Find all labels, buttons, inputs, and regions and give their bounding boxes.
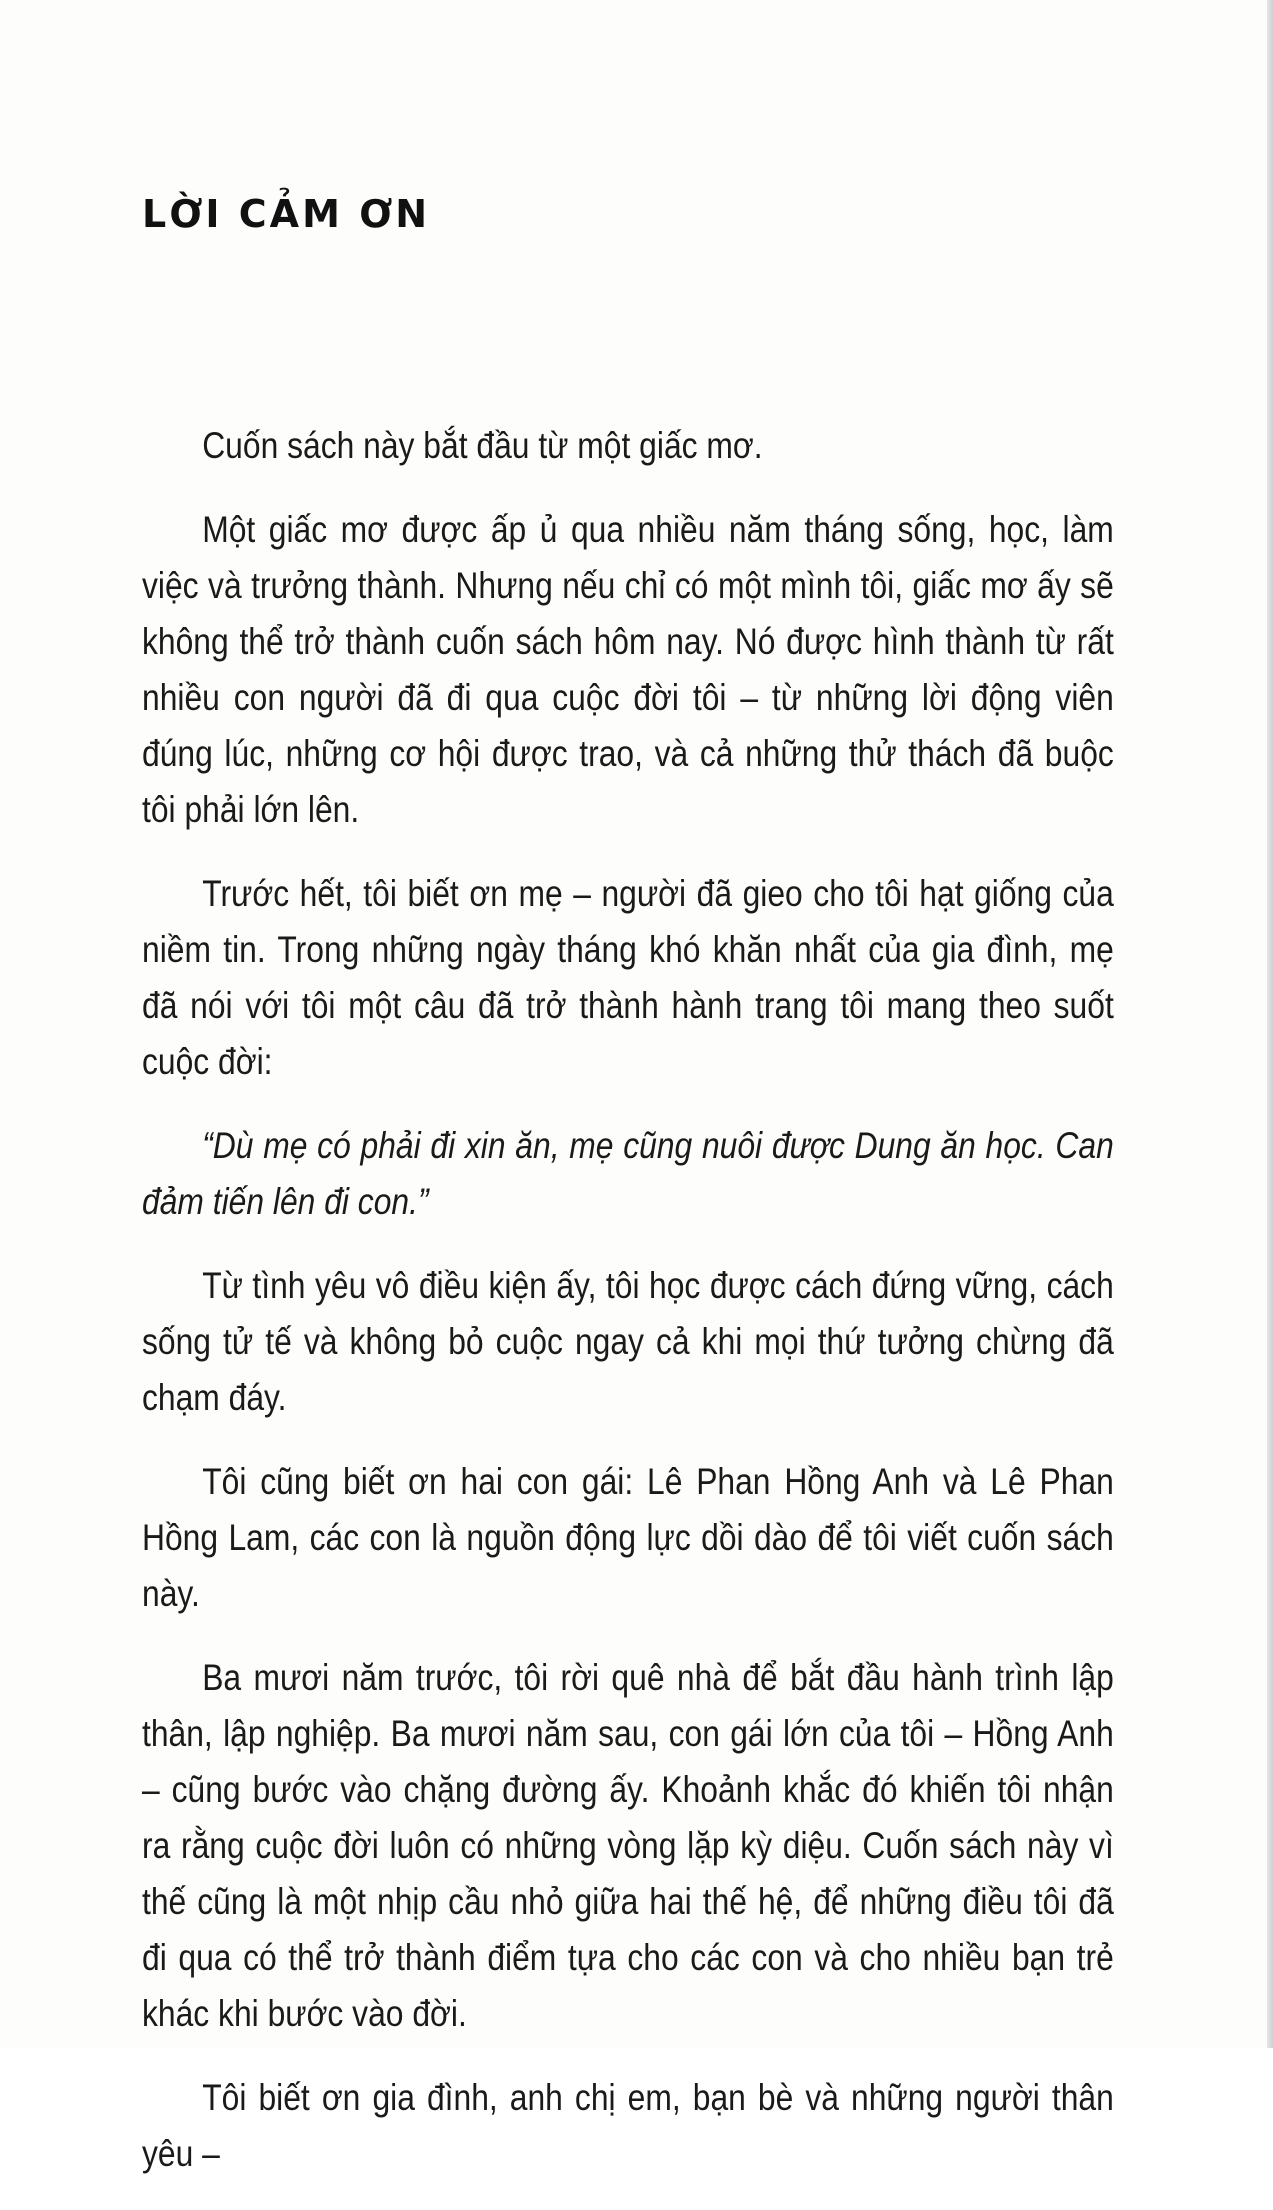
body-text [142, 418, 1114, 2210]
quote-paragraph: “Dù mẹ có phải đi xin ăn, mẹ cũng nuôi được Dung ăn học. Can đảm tiến lên đi con.” [142, 1125, 1114, 1222]
paragraph: Tôi cũng biết ơn hai con gái: Lê Phan Hồng Anh và Lê Phan Hồng Lam, các con là nguồn động lực dồi dào để tôi viết cuốn sách này. [142, 1461, 1114, 1614]
paragraph: Tôi biết ơn gia đình, anh chị em, bạn bè và những người thân yêu – [142, 2077, 1114, 2174]
paragraph: Một giấc mơ được ấp ủ qua nhiều năm tháng sống, học, làm việc và trưởng thành. Nhưng nếu chỉ có một mình tôi, giấc mơ ấy sẽ không thể trở thành cuốn sách hôm nay. Nó được hình thành từ rất nhiều con người đã đi qua cuộc đời tôi – từ những lời động viên đúng lúc, những cơ hội được trao, và cả những thử thách đã buộc tôi phải lớn lên. [142, 509, 1114, 830]
page-edge [1267, 0, 1273, 2048]
chapter-heading: LỜI CẢM ƠN [142, 192, 431, 236]
paragraph: Từ tình yêu vô điều kiện ấy, tôi học được cách đứng vững, cách sống tử tế và không bỏ cuộc ngay cả khi mọi thứ tưởng chừng đã chạm đáy. [142, 1265, 1114, 1418]
paragraph: Cuốn sách này bắt đầu từ một giấc mơ. [202, 425, 763, 466]
paragraph: Ba mươi năm trước, tôi rời quê nhà để bắt đầu hành trình lập thân, lập nghiệp. Ba mươi năm sau, con gái lớn của tôi – Hồng Anh – cũng bước vào chặng đường ấy. Khoảnh khắc đó khiến tôi nhận ra rằng cuộc đời luôn có những vòng lặp kỳ diệu. Cuốn sách này vì thế cũng là một nhịp cầu nhỏ giữa hai thế hệ, để những điều tôi đã đi qua có thể trở thành điểm tựa cho các con và cho nhiều bạn trẻ khác khi bước vào đời. [142, 1657, 1114, 2034]
paragraph: Trước hết, tôi biết ơn mẹ – người đã gieo cho tôi hạt giống của niềm tin. Trong những ngày tháng khó khăn nhất của gia đình, mẹ đã nói với tôi một câu đã trở thành hành trang tôi mang theo suốt cuộc đời: [142, 873, 1114, 1082]
